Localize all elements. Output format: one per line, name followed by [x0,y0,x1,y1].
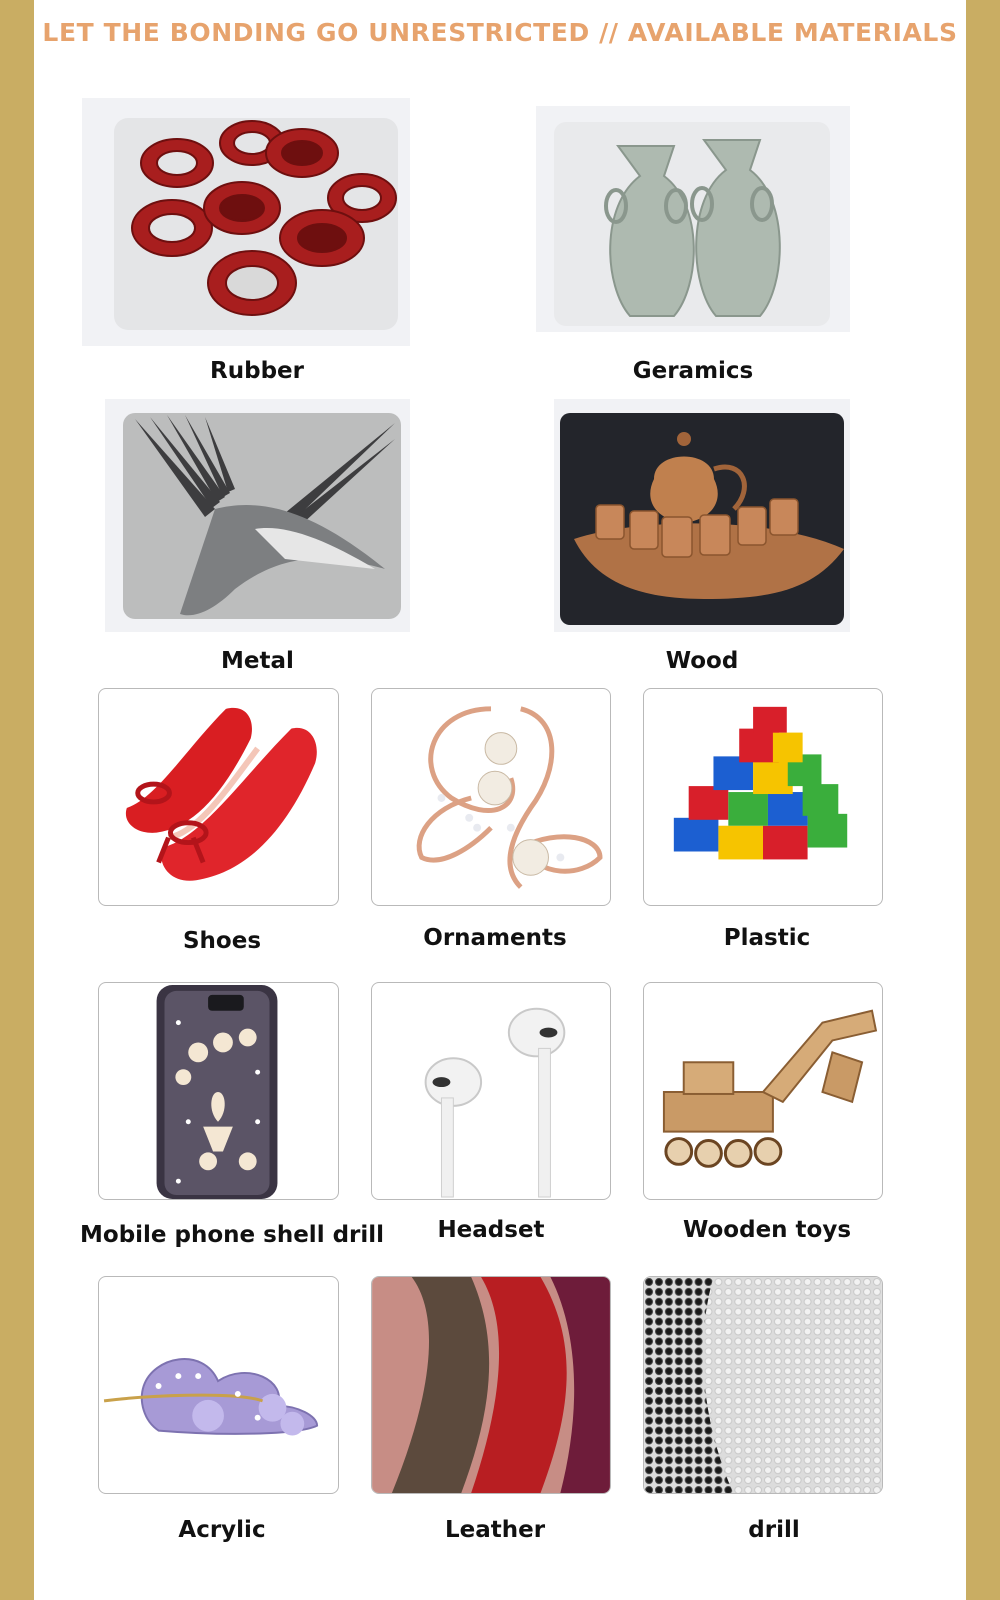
page-title: LET THE BONDING GO UNRESTRICTED // AVAILABLE MATERIALS [42,18,958,47]
rubber-image [82,98,410,346]
material-label: Leather [444,1517,546,1543]
material-label: drill [748,1517,800,1543]
material-label: Acrylic [178,1517,266,1543]
material-label: Shoes [182,928,262,954]
plastic-image [643,688,883,906]
phone-case-image [98,982,339,1200]
material-label: Metal [221,648,294,674]
material-label: Wooden toys [682,1217,852,1243]
headset-image [371,982,611,1200]
drill-image [643,1276,883,1494]
wooden-toys-image [643,982,883,1200]
material-label: Rubber [210,358,304,384]
ornaments-image [371,688,611,906]
material-label: Wood [665,648,739,674]
acrylic-image [98,1276,339,1494]
shoes-image [98,688,339,906]
material-label: Geramics [632,358,754,384]
material-label: Plastic [723,925,811,951]
leather-image [371,1276,611,1494]
ceramics-image [536,106,850,332]
material-label: Headset [437,1217,545,1243]
material-label: Mobile phone shell drill [80,1222,385,1248]
wood-image [554,399,850,632]
material-label: Ornaments [423,925,567,951]
metal-image [105,399,410,632]
